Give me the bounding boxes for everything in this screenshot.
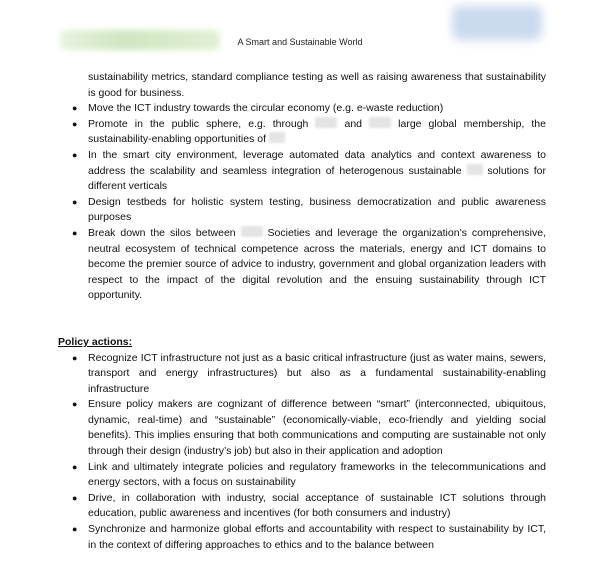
document-body <box>58 70 546 553</box>
bullet-icon: ● <box>72 461 78 472</box>
list-item <box>58 460 546 491</box>
list-item-text: Ensure policy makers are cognizant of difference between “smart” (interconnected, ubiquitous, dynamic, real-time) and “sustainable” (economically-viable, eco-friendly and yielding social benefits). This implies ensuring that both communications and computing are sustainable not only through their design (industry’s job) but also in their application and adoption <box>88 398 546 458</box>
list-item <box>58 522 546 553</box>
redacted-text <box>269 132 285 143</box>
bullet-icon: ● <box>72 352 78 363</box>
list-item <box>58 226 546 304</box>
redacted-text <box>467 164 483 175</box>
policy-bullet-list <box>58 351 546 554</box>
list-item-text: Move the ICT industry towards the circular economy (e.g. e-waste reduction) <box>88 102 444 115</box>
bullet-icon: ● <box>72 196 78 207</box>
list-item-text: solutions for different verticals <box>88 164 547 193</box>
list-item-text: Promote in the public sphere, e.g. through <box>88 117 309 130</box>
list-item-text: Break down the silos between <box>88 226 236 239</box>
bullet-icon: ● <box>72 118 78 129</box>
policy-actions-heading: Policy actions: <box>58 335 133 348</box>
list-item-text: Design testbeds for holistic system testing, business democratization and public awareness purposes <box>88 195 546 224</box>
list-item <box>58 351 546 398</box>
list-item-text: large global membership, the sustainability-enabling opportunities of <box>88 117 546 146</box>
bullet-icon: ● <box>72 149 78 160</box>
list-item <box>58 397 546 459</box>
list-item-text: Link and ultimately integrate policies and regulatory frameworks in the telecommunications and energy sectors, with a focus on sustainability <box>88 460 546 489</box>
list-item-text: Societies and leverage the organization’s comprehensive, neutral ecosystem of technical competence across the materials, energy and ICT domains to become the premier source of advice to industry, government and global organization leaders with respect to the impact of the digital revolution and the ensuing sustainability through ICT opportunity. <box>88 226 546 302</box>
redacted-text <box>369 117 391 128</box>
list-item-text: Drive, in collaboration with industry, social acceptance of sustainable ICT solutions through education, public awareness and incentives (for both consumers and industry) <box>88 491 546 520</box>
running-header-title: A Smart and Sustainable World <box>237 37 363 47</box>
list-item <box>58 195 546 226</box>
list-item <box>58 148 546 195</box>
continued-paragraph: sustainability metrics, standard compliance testing as well as raising awareness that sustainability is good for business. <box>88 71 546 99</box>
redacted-text <box>315 117 337 128</box>
list-item <box>58 491 546 522</box>
header-logo-right <box>452 6 542 40</box>
bullet-icon: ● <box>72 492 78 503</box>
bullet-icon: ● <box>72 103 78 114</box>
list-item <box>58 101 546 117</box>
list-item-text: In the smart city environment, leverage automated data analytics and context awareness to address the scalability and seamless integration of heterogenous sustainable <box>88 148 546 177</box>
list-item <box>58 117 546 148</box>
bullet-icon: ● <box>72 399 78 410</box>
list-item-text: Synchronize and harmonize global efforts and accountability with respect to sustainability by ICT, in the context of differing approaches to ethics and to the balance between <box>88 523 546 551</box>
redacted-text <box>241 226 263 237</box>
list-item-text: and <box>344 117 363 130</box>
bullet-icon: ● <box>72 227 78 238</box>
section-bullet-list <box>58 101 546 304</box>
list-item-text: Recognize ICT infrastructure not just as a basic critical infrastructure (just as water mains, sewers, transport and energy infrastructures) but also as a fundamental sustainability-enabling infrastructure <box>88 351 546 395</box>
bullet-icon: ● <box>72 524 78 535</box>
